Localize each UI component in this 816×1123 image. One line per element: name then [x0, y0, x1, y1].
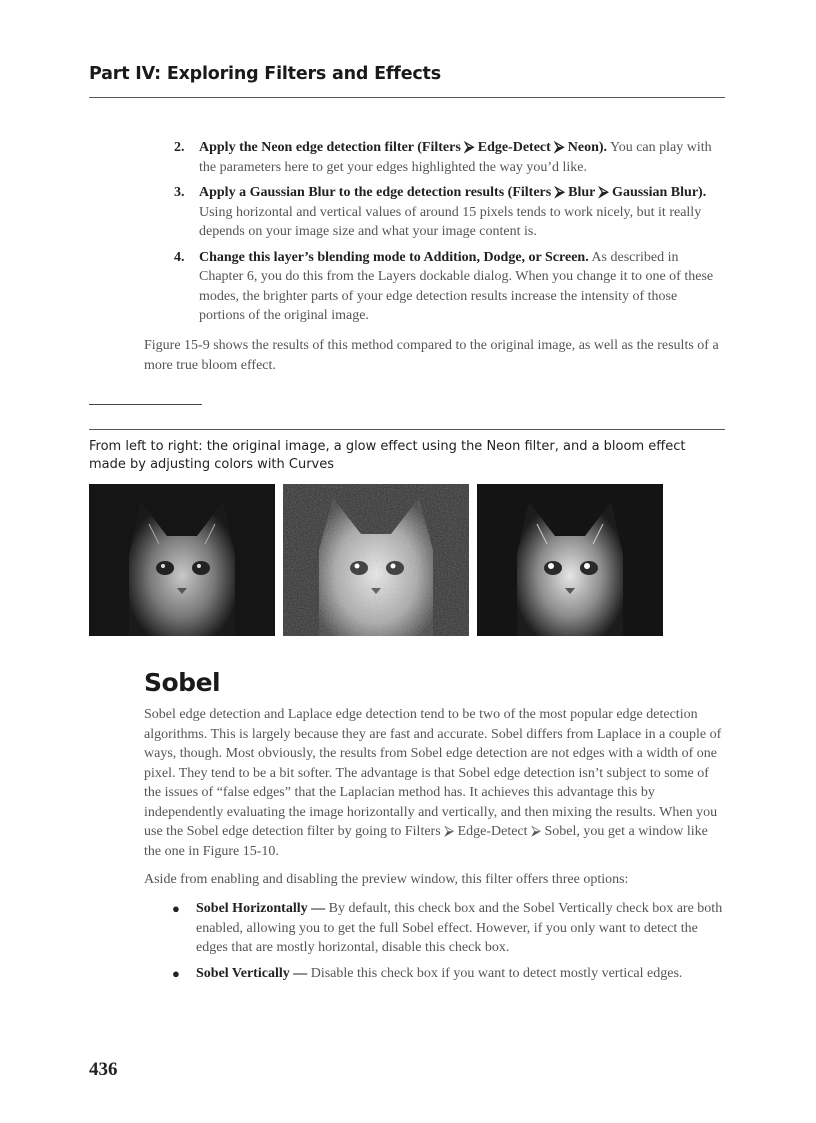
- option-text: Disable this check box if you want to detect mostly vertical edges.: [307, 965, 683, 981]
- options-intro-paragraph: Aside from enabling and disabling the preview window, this filter offers three options:: [144, 872, 629, 887]
- section-heading: Sobel: [144, 668, 221, 697]
- header-rule: [89, 97, 725, 98]
- step-text: As described in Chapter 6, you do this from the Layers dockable dialog. When you change it to one of these modes, the brighter parts of your edge detection results increase the intensity of those portions of the original image.: [199, 249, 714, 323]
- photo-neon-glow-kitten: [283, 484, 469, 636]
- page-number: 436: [89, 1059, 118, 1080]
- options-list: [144, 899, 724, 989]
- figure-caption: From left to right: the original image, a glow effect using the Neon filter, and a bloom effect made by adjusting colors with Curves: [89, 439, 686, 472]
- option-item: [144, 964, 724, 984]
- step-number: 3.: [174, 185, 185, 200]
- short-rule: [89, 404, 202, 405]
- step-number: 2.: [174, 140, 185, 155]
- step-text: Using horizontal and vertical values of around 15 pixels tends to work nicely, but it really depends on your image size and what your image content is.: [199, 204, 702, 239]
- option-text: By default, this check box and the Sobel Vertically check box are both enabled, allowing you to get the full Sobel effect. However, if you only want to detect the edges that are mostly horizontal, disable this check box.: [196, 901, 723, 955]
- step-bold-text: Change this layer’s blending mode to Addition, Dodge, or Screen.: [199, 249, 589, 265]
- step-text: You can play with the parameters here to get your edges highlighted the way you’d like.: [199, 140, 712, 175]
- bullet-icon: ●: [172, 901, 180, 916]
- photo-bloom-kitten: [477, 484, 663, 636]
- step-bold-text: Apply a Gaussian Blur to the edge detection results (Filters ⮚ Blur ⮚ Gaussian Blur).: [199, 185, 707, 200]
- photo-original-kitten: [89, 484, 275, 636]
- option-bold-text: Sobel Vertically —: [196, 965, 308, 981]
- option-item: [144, 899, 724, 958]
- step-item: [144, 183, 724, 242]
- bullet-icon: ●: [172, 965, 180, 981]
- option-bold-text: Sobel Horizontally —: [196, 901, 326, 916]
- step-item: [144, 138, 724, 177]
- step-bold-text: Apply the Neon edge detection filter (Filters ⮚ Edge-Detect ⮚ Neon).: [199, 140, 608, 155]
- step-list: [144, 138, 724, 332]
- step-item: [144, 248, 724, 326]
- running-head: Part IV: Exploring Filters and Effects: [89, 64, 441, 84]
- figure-intro-paragraph: Figure 15-9 shows the results of this method compared to the original image, as well as the results of a more true bloom effect.: [144, 338, 719, 373]
- step-number: 4.: [174, 249, 185, 265]
- figure-rule: [89, 429, 725, 430]
- sobel-paragraph: Sobel edge detection and Laplace edge detection tend to be two of the most popular edge detection algorithms. This is largely because they are fast and accurate. Sobel differs from Laplace in a couple of ways, though. Most obviously, the results from Sobel edge detection are not edges with a width of one pixel. They tend to be a bit softer. The advantage is that Sobel edge detection isn’t subject to some of the issues of “false edges” that the Laplacian method has. It achieves this advantage this by independently evaluating the image horizontally and vertically, and then mixing the results. When you use the Sobel edge detection filter by going to Filters ⮚ Edge-Detect ⮚ Sobel, you get a window like the one in Figure 15-10.: [144, 707, 722, 859]
